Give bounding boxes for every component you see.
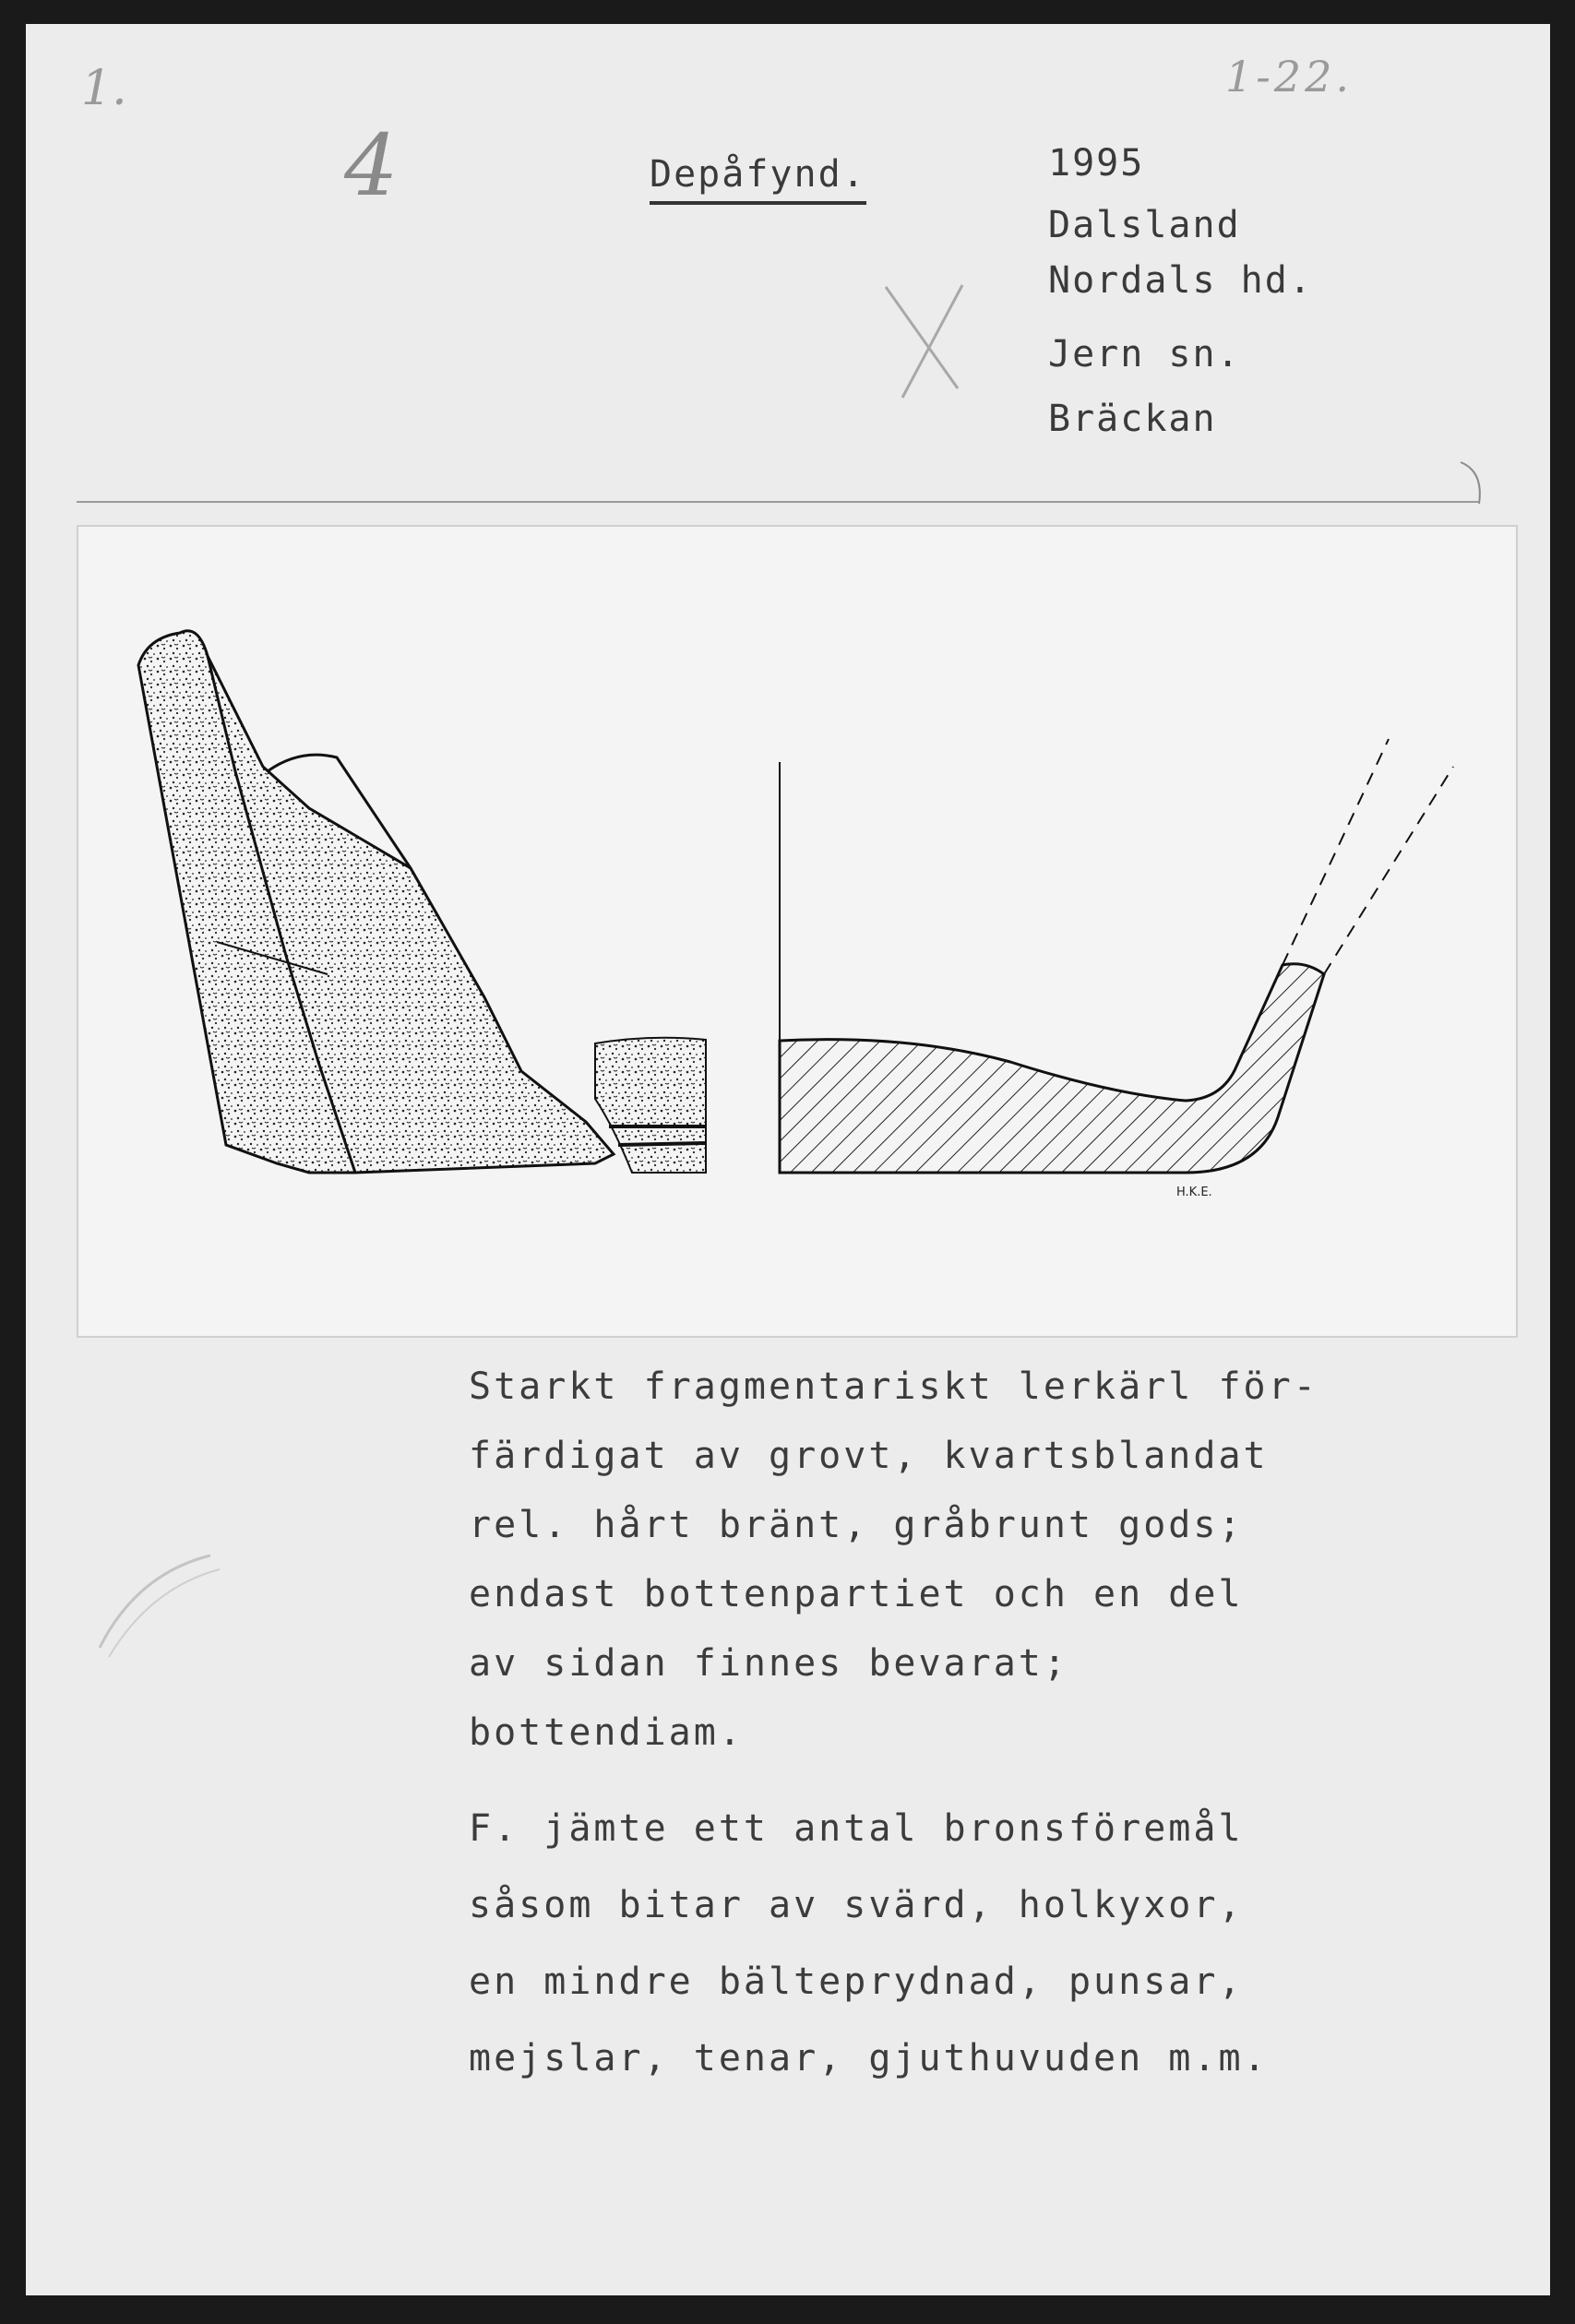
find-type-title: Depåfynd.	[650, 153, 866, 205]
location-parish: Jern sn.	[1048, 333, 1241, 375]
vessel-profile-drawing	[78, 527, 1516, 1336]
description-paragraph-1	[469, 1353, 1318, 1768]
corner-number: 1.	[81, 61, 127, 116]
description-line: Starkt fragmentariskt lerkärl för-	[469, 1365, 1318, 1408]
handwritten-number: 4	[344, 116, 399, 215]
pencil-cross-mark	[875, 278, 985, 407]
header-paper-edge	[77, 458, 1516, 513]
fragment-section-view	[780, 739, 1453, 1173]
description-line: såsom bitar av svärd, holkyxor,	[469, 1884, 1244, 1926]
description-line: F. jämte ett antal bronsföremål	[469, 1807, 1244, 1850]
location-site: Bräckan	[1048, 398, 1217, 440]
vessel-drawing-photo	[77, 525, 1518, 1338]
find-year: 1995	[1048, 142, 1145, 185]
description-line: endast bottenpartiet och en del	[469, 1573, 1244, 1615]
catalog-code: 1-22.	[1225, 52, 1353, 101]
catalog-card	[26, 24, 1550, 2295]
fragment-exterior-view	[138, 631, 706, 1173]
description-line: mejslar, tenar, gjuthuvuden m.m.	[469, 2037, 1269, 2080]
faint-stamp-mark	[81, 1537, 229, 1666]
description-line: färdigat av grovt, kvartsblandat	[469, 1435, 1269, 1477]
description-line: av sidan finnes bevarat;	[469, 1642, 1068, 1685]
artist-signature: H.K.E.	[1176, 1186, 1212, 1199]
description-paragraph-2	[469, 1791, 1269, 2097]
description-line: rel. hårt bränt, gråbrunt gods;	[469, 1504, 1244, 1546]
description-line: bottendiam.	[469, 1711, 744, 1754]
location-district: Nordals hd.	[1048, 259, 1313, 302]
description-line: en mindre bälteprydnad, punsar,	[469, 1961, 1244, 2003]
location-province: Dalsland	[1048, 204, 1241, 246]
